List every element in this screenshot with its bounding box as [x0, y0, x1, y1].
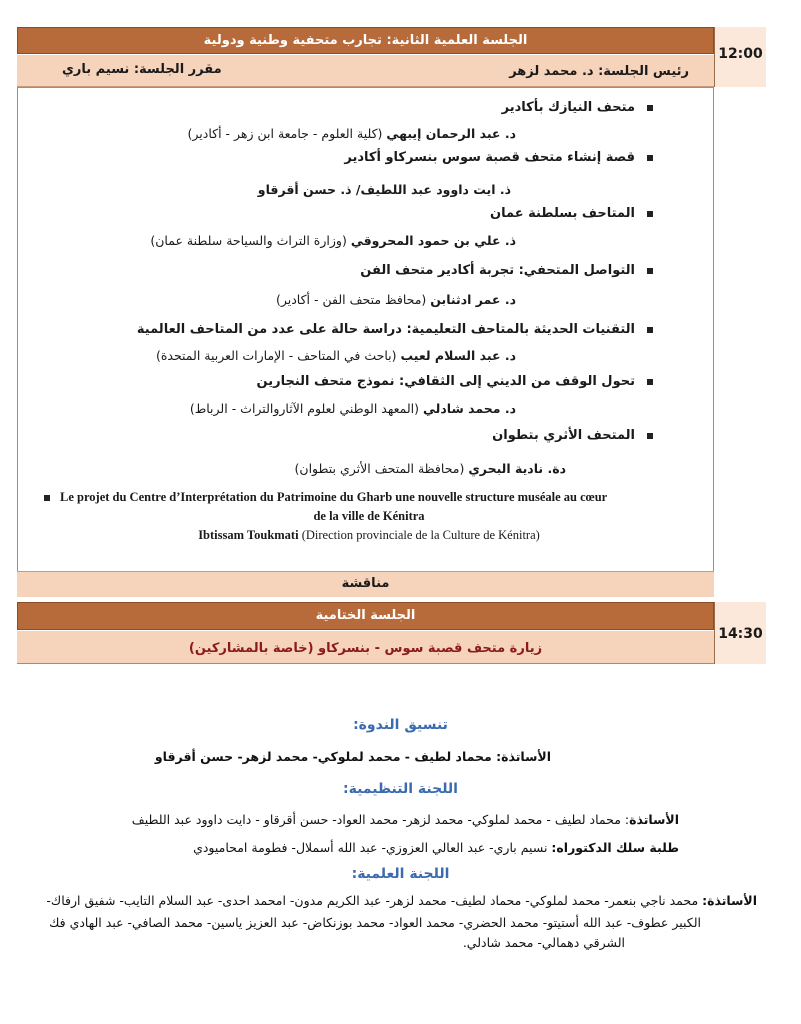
speaker-affiliation: (باحث في المتاحف - الإمارات العربية المتحدة)	[155, 348, 397, 363]
scientific-line2: الكبير عطوف- عبد الله أستيتو- محمد الحضري- محمد العواد- محمد بوزنكاض- عبد العزيز ياسين- محمد الصافي- عبد الهادي فك	[49, 915, 701, 930]
scientific-heading: اللجنة العلمية:	[351, 866, 450, 882]
scientific-profs-label: الأساتذة:	[702, 893, 757, 908]
program-item-7	[492, 428, 653, 443]
bullet-icon	[647, 268, 653, 274]
program-item-french	[44, 490, 694, 543]
bullet-icon	[647, 211, 653, 217]
speaker-1	[188, 126, 517, 141]
session-time-cell	[714, 27, 766, 87]
speaker-name: د. محمد شادلي	[423, 401, 516, 416]
item-title: تحول الوقف من الديني إلى الثقافي: نموذج متحف النجارين	[256, 374, 635, 389]
organizing-profs-line	[132, 812, 679, 827]
speaker-7	[295, 461, 566, 476]
program-item-4	[360, 263, 653, 278]
bullet-icon	[647, 379, 653, 385]
coordination-heading: تنسيق الندوة:	[353, 717, 448, 733]
speaker-affiliation: (Direction provinciale de la Culture de Kénitra)	[301, 528, 540, 542]
closing-visit-bar	[17, 631, 714, 664]
program-item-5	[137, 322, 653, 337]
organizing-students-line	[193, 840, 679, 855]
item-title: المتاحف بسلطنة عمان	[490, 206, 635, 221]
program-item-6	[257, 374, 654, 389]
item-title: التقنيات الحديثة بالمتاحف التعليمية: دراسة حالة على عدد من المتاحف العالمية	[136, 322, 635, 337]
speaker-name: ذ. علي بن حمود المحروقي	[350, 233, 516, 248]
session-chair: رئيس الجلسة: د. محمد لزهر	[509, 64, 689, 79]
french-title-line2: de la ville de Kénitra	[313, 509, 425, 523]
item-title: متحف النيازك بأكادير	[501, 100, 635, 115]
session-time: 12:00	[718, 46, 763, 62]
chair-bar	[17, 55, 714, 87]
speaker-affiliation: (المعهد الوطني لعلوم الآثاروالتراث - الرباط)	[189, 401, 420, 416]
speaker-affiliation: (كلية العلوم - جامعة ابن زهر - أكادير)	[187, 126, 383, 141]
organizing-students: نسيم باري- عبد العالي العزوزي- عبد الله أسملال- فطومة امحاميودي	[193, 840, 552, 855]
bullet-icon	[647, 433, 653, 439]
program-item-3	[490, 206, 653, 221]
bullet-icon	[647, 105, 653, 111]
organizing-profs: : محماد لطيف - محمد لملوكي- محمد لزهر- محمد العواد- حسن أقرقاو - دايت داوود عبد اللطيف	[131, 812, 630, 827]
program-item-2	[344, 150, 653, 165]
scientific-line1: الأساتذة: محمد ناجي بنعمر- محمد لملوكي- محماد لطيف- محمد لزهر- عبد الكريم مدون- امحمد احدى- عبد السلام التايب- شفيق ارفاك-	[46, 893, 757, 908]
speaker-name: ذ. ايت داوود عبد اللطيف/ ذ. حسن أقرقاو	[257, 182, 511, 197]
speaker-name: د. عمر ادثنابن	[430, 292, 516, 307]
speaker-name: د. عبد السلام لعيب	[400, 348, 516, 363]
closing-title-bar	[17, 602, 714, 630]
speaker-affiliation: (محافظ متحف الفن - أكادير)	[275, 292, 427, 307]
speaker-3	[150, 233, 516, 248]
speaker-name: Ibtissam Toukmati	[198, 528, 299, 542]
closing-title: الجلسة الختامية	[315, 608, 416, 623]
program-item-1	[502, 100, 653, 115]
organizing-profs-label: الأساتذة	[629, 812, 679, 827]
bullet-icon	[44, 495, 50, 501]
session-title: الجلسة العلمية الثانية: تجارب متحفية وطنية ودولية	[203, 33, 528, 48]
coordination-line: الأساتذة: محماد لطيف - محمد لملوكي- محمد لزهر- حسن أقرقاو	[154, 749, 551, 764]
speaker-2	[258, 182, 511, 197]
speaker-affiliation: (محافظة المتحف الأثري بتطوان)	[294, 461, 465, 476]
speaker-affiliation: (وزارة التراث والسياحة سلطنة عمان)	[150, 233, 347, 248]
scientific-line3: الشرقي دهمالي- محمد شادلي.	[462, 935, 625, 950]
organizing-heading: اللجنة التنظيمية:	[343, 781, 458, 797]
speaker-name: دة. نادية البحري	[468, 461, 566, 476]
speaker-4	[276, 292, 516, 307]
bullet-icon	[647, 327, 653, 333]
closing-time-cell	[714, 602, 766, 664]
session-title-bar	[17, 27, 714, 54]
french-speaker	[44, 528, 694, 543]
french-title-line1: Le projet du Centre d’Interprétation du Patrimoine du Gharb une nouvelle structure muséale au cœur	[44, 490, 694, 505]
speaker-5	[156, 348, 516, 363]
item-title: التواصل المتحفي: تجربة أكادير متحف الفن	[360, 263, 635, 278]
organizing-students-label: طلبة سلك الدكتوراه:	[551, 840, 679, 855]
speaker-6	[190, 401, 516, 416]
session-rapporteur: مقرر الجلسة: نسيم باري	[62, 62, 222, 77]
bullet-icon	[647, 155, 653, 161]
discussion-label: مناقشة	[341, 576, 390, 591]
item-title: قصة إنشاء متحف قصبة سوس بنسركاو أكادير	[344, 150, 635, 165]
closing-time: 14:30	[718, 626, 763, 642]
item-title: المتحف الأثري بتطوان	[492, 428, 635, 443]
speaker-name: د. عبد الرحمان إيبهي	[386, 126, 516, 141]
closing-visit: زيارة متحف قصبة سوس - بنسركاو (خاصة بالمشاركين)	[188, 641, 543, 656]
discussion-bar	[17, 571, 714, 597]
